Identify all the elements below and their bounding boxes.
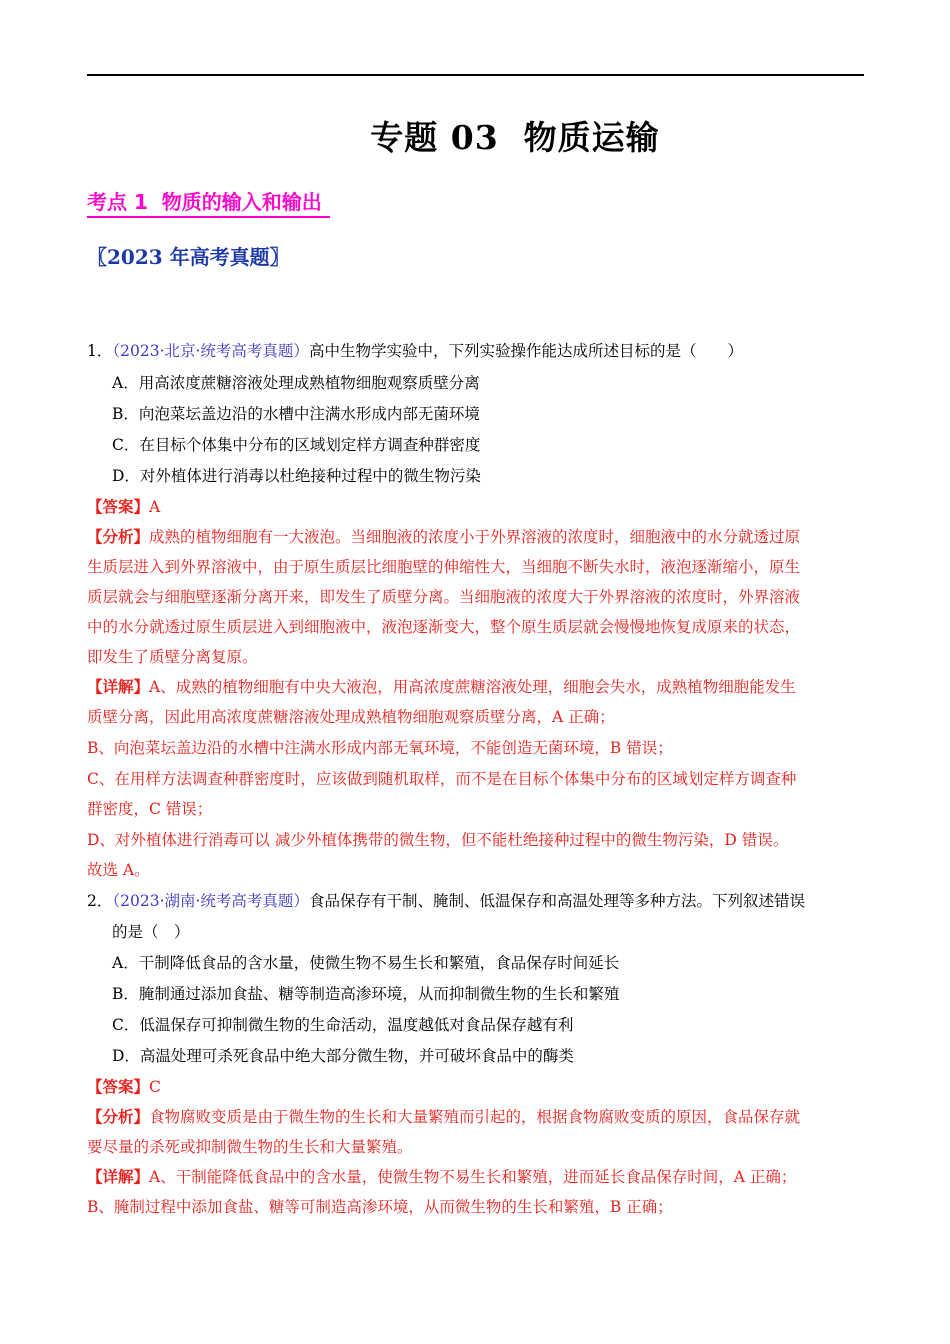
question-text: 食品保存有干制、腌制、低温保存和高温处理等多种方法。下列叙述错误 <box>308 892 805 910</box>
question-number: 2． <box>87 892 113 910</box>
question-2-analysis-line: 要尽量的杀死或抑制微生物的生长和大量繁殖。 <box>87 1138 413 1156</box>
question-1-option-b: B．向泡菜坛盖边沿的水槽中注满水形成内部无菌环境 <box>112 405 480 423</box>
question-1-analysis-line: 【分析】成熟的植物细胞有一大液泡。当细胞液的浓度小于外界溶液的浓度时，细胞液中的水分就透过原 <box>87 527 801 546</box>
question-1-option-d: D．对外植体进行消毒以杜绝接种过程中的微生物污染 <box>112 467 481 485</box>
question-1-analysis-line: 质层就会与细胞壁逐渐分离开来，即发生了质壁分离。当细胞液的浓度大于外界溶液的浓度时，外界溶液 <box>87 588 801 606</box>
question-1-detail-line: 【详解】A、成熟的植物细胞有中央大液泡，用高浓度蔗糖溶液处理，细胞会失水，成熟植物细胞能发生 <box>87 677 796 696</box>
question-1-answer <box>87 497 160 517</box>
question-1-detail-line: B、向泡菜坛盖边沿的水槽中注满水形成内部无氧环境，不能创造无菌环境，B 错误； <box>87 739 673 757</box>
question-2-option-b: B．腌制通过添加食盐、糖等制造高渗环境，从而抑制微生物的生长和繁殖 <box>112 985 620 1003</box>
year-heading: 〖2023 年高考真题〗 <box>87 245 290 269</box>
question-1-stem <box>87 341 743 361</box>
question-source: （2023·湖南·统考高考真题） <box>112 892 309 910</box>
answer-value: C <box>149 1078 161 1096</box>
header-rule <box>87 74 864 76</box>
question-2-stem <box>87 891 805 911</box>
question-2-answer <box>87 1077 161 1097</box>
question-1-analysis-line: 即发生了质壁分离复原。 <box>87 648 258 666</box>
question-number: 1． <box>87 342 113 360</box>
section-heading: 考点 1 物质的输入和输出 <box>87 186 330 218</box>
analysis-tag: 【分析】 <box>87 527 150 546</box>
question-1-detail-line: C、在用样方法调查种群密度时，应该做到随机取样，而不是在目标个体集中分布的区域划定样方调查种 <box>87 770 797 788</box>
question-2-option-c: C．低温保存可抑制微生物的生命活动，温度越低对食品保存越有利 <box>112 1016 574 1034</box>
analysis-tag: 【分析】 <box>87 1107 150 1126</box>
question-1-detail-line: 质壁分离，因此用高浓度蔗糖溶液处理成熟植物细胞观察质壁分离，A 正确； <box>87 708 615 726</box>
question-2-option-a: A．干制降低食品的含水量，使微生物不易生长和繁殖，食品保存时间延长 <box>112 954 620 972</box>
question-1-detail-line: 故选 A。 <box>87 861 150 879</box>
question-2-detail-line: B、腌制过程中添加食盐、糖等可制造高渗环境，从而微生物的生长和繁殖，B 正确； <box>87 1198 673 1216</box>
question-1-option-c: C．在目标个体集中分布的区域划定样方调查种群密度 <box>112 436 481 454</box>
question-1-detail-line: 群密度，C 错误； <box>87 800 213 818</box>
detail-tag: 【详解】 <box>87 677 150 696</box>
question-text: 高中生物学实验中，下列实验操作能达成所述目标的是（ ） <box>308 342 743 360</box>
question-1-analysis-line: 生质层进入到外界溶液中，由于原生质层比细胞壁的伸缩性大，当细胞不断失水时，液泡逐渐缩小，原生 <box>87 558 801 576</box>
question-source: （2023·北京·统考高考真题） <box>112 342 309 360</box>
detail-tag: 【详解】 <box>87 1167 150 1186</box>
question-1-option-a: A．用高浓度蔗糖溶液处理成熟植物细胞观察质壁分离 <box>112 374 480 392</box>
question-2-detail-line: 【详解】A、干制能降低食品中的含水量，使微生物不易生长和繁殖，进而延长食品保存时间，A 正确； <box>87 1167 797 1186</box>
question-2-stem-continued: 的是（ ） <box>112 923 190 941</box>
answer-tag: 【答案】 <box>87 1077 150 1096</box>
answer-value: A <box>149 498 161 516</box>
question-1-detail-line: D、对外植体进行消毒可以 减少外植体携带的微生物，但不能杜绝接种过程中的微生物污染，D 错误。 <box>87 831 789 849</box>
question-1-analysis-line: 中的水分就透过原生质层进入到细胞液中，液泡逐渐变大，整个原生质层就会慢慢地恢复成原来的状态， <box>87 618 801 636</box>
question-2-analysis-line: 【分析】食物腐败变质是由于微生物的生长和大量繁殖而引起的，根据食物腐败变质的原因，食品保存就 <box>87 1107 801 1126</box>
answer-tag: 【答案】 <box>87 497 150 516</box>
question-2-option-d: D．高温处理可杀死食品中绝大部分微生物，并可破坏食品中的酶类 <box>112 1047 574 1065</box>
document-title: 专题 03 物质运输 <box>370 118 660 157</box>
